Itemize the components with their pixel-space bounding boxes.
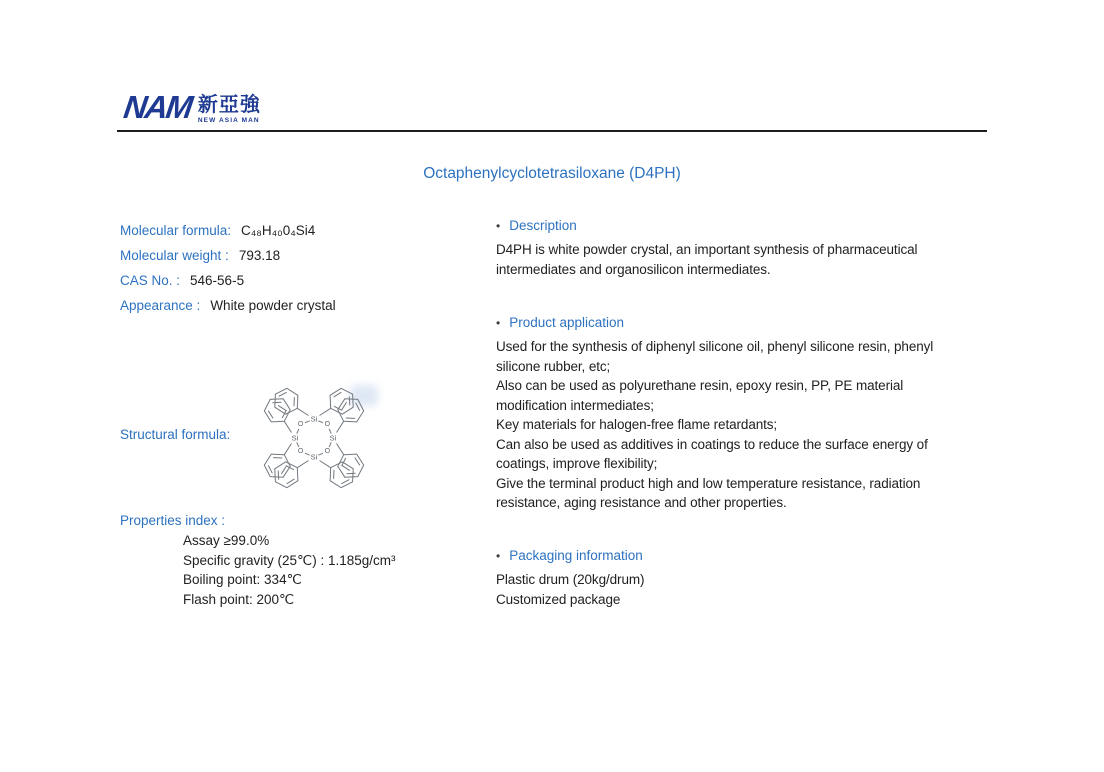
section-packaging-information (496, 546, 1036, 609)
text-line: Assay ≥99.0% (183, 533, 270, 548)
brand-abbreviation: NAM (121, 89, 194, 125)
brand-cjk-name: 新亞強 (197, 94, 261, 116)
text-line: Can also be used as additives in coatings to reduce the surface energy of (496, 436, 928, 452)
text-line: D4PH is white powder crystal, an important synthesis of pharmaceutical (496, 242, 918, 257)
brand-caption: NEW ASIA MAN (197, 117, 260, 124)
section-description (496, 216, 1036, 279)
svg-text:O: O (297, 421, 304, 429)
svg-text:O: O (324, 421, 331, 429)
properties-index-label: Properties index : (120, 513, 226, 528)
text-line: Used for the synthesis of diphenyl silicone oil, phenyl silicone resin, phenyl (496, 339, 934, 354)
section-heading-text: Packaging information (509, 548, 643, 563)
svg-text:O: O (324, 447, 331, 455)
text-line: Customized package (496, 591, 621, 607)
text-line: Also can be used as polyurethane resin, epoxy resin, PP, PE material (496, 378, 904, 393)
svg-text:O: O (297, 447, 304, 455)
field-value: White powder crystal (210, 298, 336, 313)
text-line: Flash point: 200℃ (183, 591, 295, 607)
section-heading-text: Description (509, 218, 577, 233)
properties-index-list (183, 531, 396, 609)
section-heading (496, 216, 1036, 236)
svg-text:Si: Si (291, 433, 299, 443)
field-value: C₄₈H₄₀0₄Si4 (241, 223, 316, 238)
field-label: CAS No. : (120, 273, 181, 288)
structural-formula-figure (250, 378, 378, 502)
bullet-icon: • (496, 219, 501, 233)
structural-formula-label: Structural formula: (120, 427, 231, 442)
svg-text:Si: Si (310, 414, 318, 424)
svg-text:Si: Si (310, 452, 318, 462)
text-line: Boiling point: 334℃ (183, 572, 302, 588)
section-heading (496, 546, 1036, 566)
brand-logo (121, 89, 261, 125)
molecule-structure-svg (250, 378, 378, 502)
svg-text:Si: Si (329, 433, 337, 443)
text-line: Key materials for halogen-free flame retardants; (496, 417, 778, 432)
bullet-icon: • (496, 549, 501, 563)
appearance-row (120, 299, 336, 313)
molecular-formula-row (120, 224, 336, 238)
section-heading (496, 313, 1036, 333)
text-line: resistance, aging resistance and other properties. (496, 495, 787, 510)
text-line: modification intermediates; (496, 397, 654, 413)
field-label: Molecular weight : (120, 248, 229, 263)
header-divider (117, 130, 987, 132)
text-line: Give the terminal product high and low temperature resistance, radiation (496, 475, 921, 491)
section-body (496, 337, 1036, 513)
section-body (496, 570, 1036, 609)
field-label: Molecular formula: (120, 223, 232, 238)
text-line: coatings, improve flexibility; (496, 456, 658, 471)
field-value: 793.18 (238, 248, 281, 263)
text-line: Specific gravity (25℃) : 1.185g/cm³ (183, 552, 396, 568)
text-line: silicone rubber, etc; (496, 358, 611, 374)
field-label: Appearance : (120, 298, 201, 313)
section-heading-text: Product application (509, 315, 625, 330)
bullet-icon: • (496, 316, 501, 330)
page-title: Octaphenylcyclotetrasiloxane (D4PH) (423, 165, 681, 182)
section-body (496, 240, 1036, 279)
brand-name-block (198, 95, 261, 124)
identity-list (120, 224, 336, 324)
text-line: intermediates and organosilicon intermediates. (496, 261, 771, 277)
molecular-weight-row (120, 249, 336, 263)
section-product-application (496, 313, 1036, 513)
field-value: 546-56-5 (190, 273, 245, 288)
cas-number-row (120, 274, 336, 288)
text-line: Plastic drum (20kg/drum) (496, 572, 645, 587)
